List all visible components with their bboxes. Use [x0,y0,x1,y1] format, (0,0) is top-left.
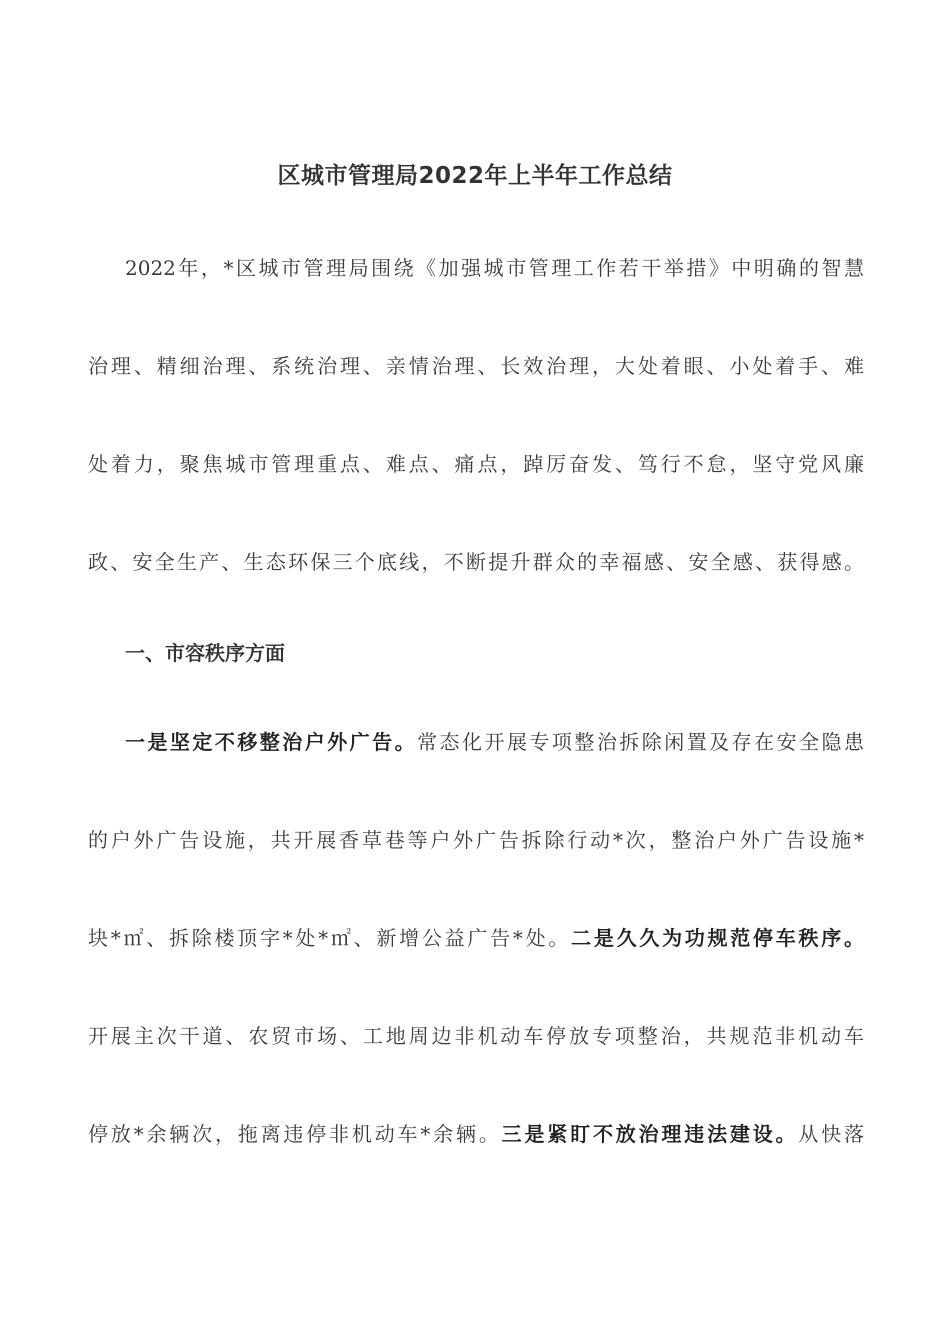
document-title: 区城市管理局2022年上半年工作总结 [277,163,673,189]
paragraph-text: 从快落 [798,1122,864,1146]
intro-line-1: 2022年，*区城市管理局围绕《加强城市管理工作若干举措》中明确的智慧 [125,256,864,280]
intro-line-4: 政、安全生产、生态环保三个底线，不断提升群众的幸福感、安全感、获得感。 [88,550,864,574]
section-heading: 一、市容秩序方面 [125,641,285,665]
paragraph-text: 停放*余辆次，拖离违停非机动车*余辆。 [88,1122,502,1146]
bold-lead-1: 一是坚定不移整治户外广告。 [125,730,418,754]
intro-line-3: 处着力，聚焦城市管理重点、难点、痛点，踔厉奋发、笃行不怠，坚守党风廉 [88,452,864,476]
paragraph-line-5 [88,1118,864,1150]
bold-lead-2: 二是久久为功规范停车秩序。 [571,926,864,950]
paragraph-line-2: 的户外广告设施，共开展香草巷等户外广告拆除行动*次，整治户外广告设施* [88,828,864,852]
paragraph-text: 常态化开展专项整治拆除闲置及存在安全隐患 [417,730,864,754]
paragraph-line-1 [88,726,864,758]
paragraph-text: 块*㎡、拆除楼顶字*处*㎡、新增公益广告*处。 [88,926,572,950]
paragraph-line-4: 开展主次干道、农贸市场、工地周边非机动车停放专项整治，共规范非机动车 [88,1024,864,1048]
intro-line-2: 治理、精细治理、系统治理、亲情治理、长效治理，大处着眼、小处着手、难 [88,354,864,378]
bold-lead-3: 三是紧盯不放治理违法建设。 [501,1122,799,1146]
paragraph-line-3 [88,922,864,954]
